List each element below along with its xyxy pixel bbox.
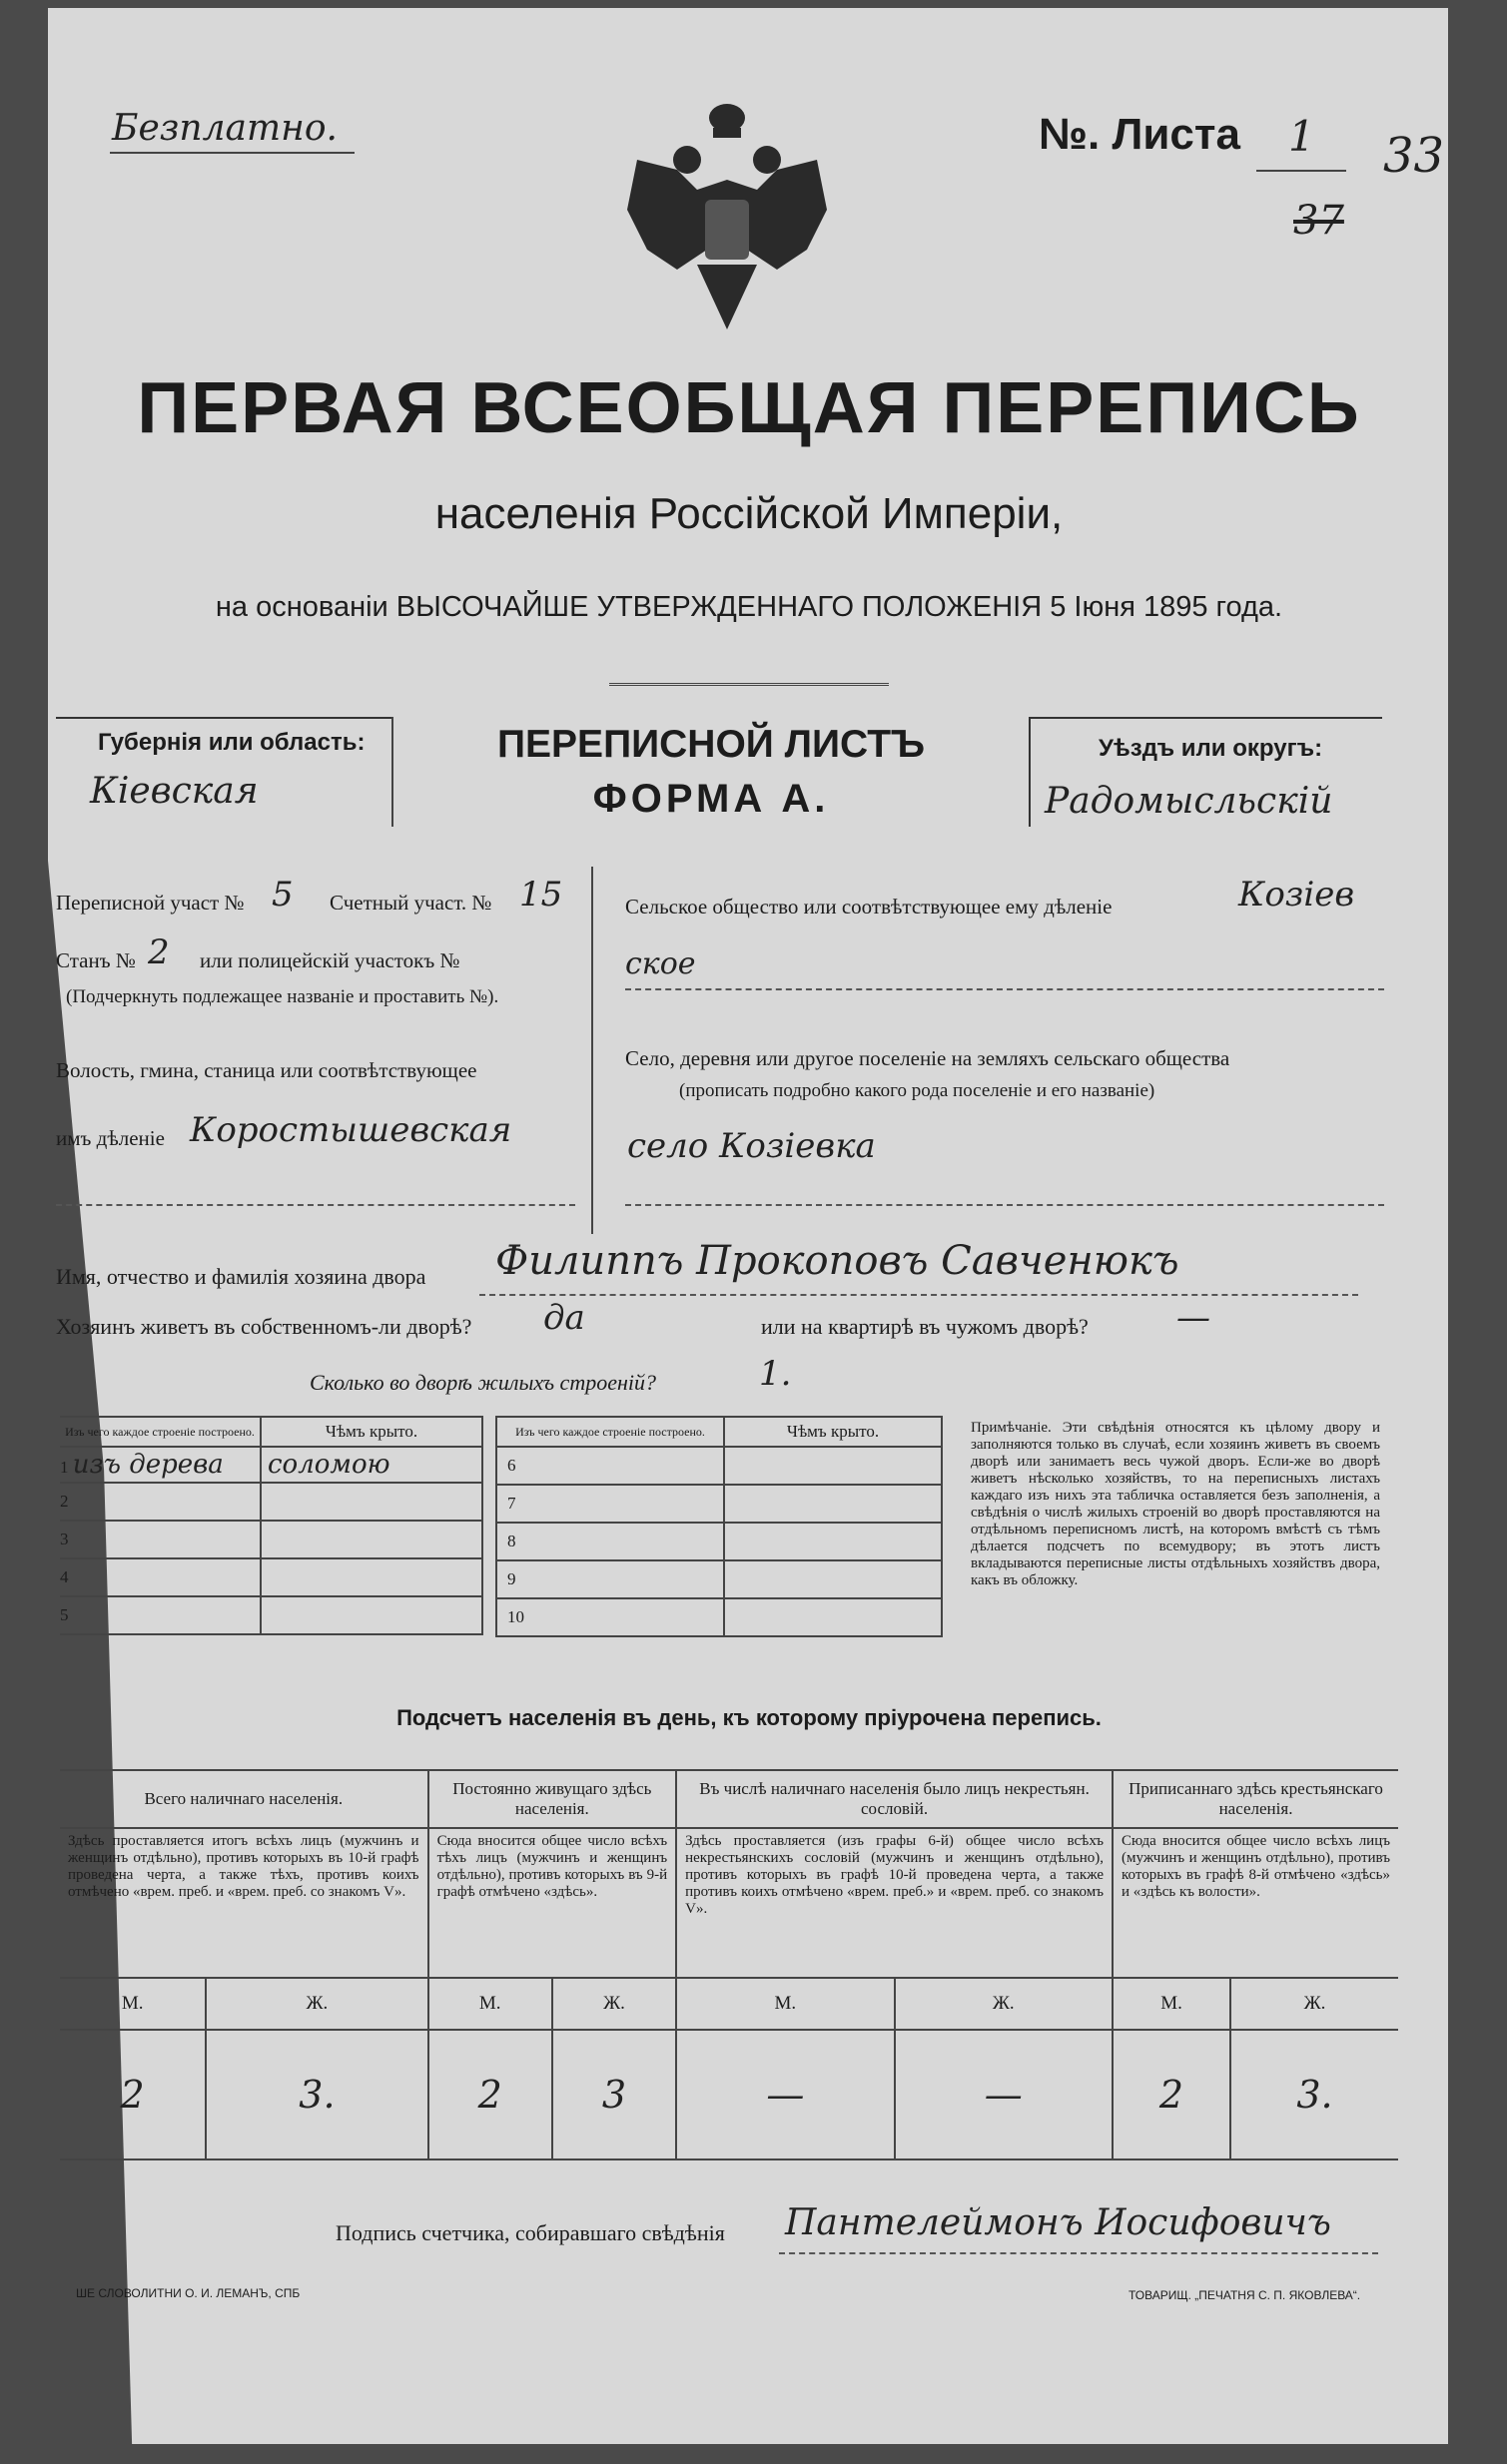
col-material-head-2: Изъ чего каждое строеніе построено. (496, 1417, 724, 1447)
society-label: Сельское общество или соотвѣтствующее ему дѣленіе (625, 895, 1113, 919)
f-label: Ж. (206, 1978, 427, 2030)
stan-value: 2 (148, 932, 170, 972)
pop-col4-f: 3. (1230, 2030, 1398, 2159)
col-roof-head-2: Чѣмъ крыто. (724, 1417, 942, 1447)
pop-col4-m: 2 (1113, 2030, 1230, 2159)
buildings-table-right (495, 1416, 943, 1637)
m-label: М. (676, 1978, 894, 2030)
buildings-label: Сколько во дворѣ жилыхъ строеній? (310, 1370, 656, 1395)
stan-label: Станъ № (56, 948, 136, 972)
free-label: Безплатно. (112, 108, 338, 149)
row-number: 3 (60, 1521, 261, 1558)
table-row (60, 1447, 482, 1483)
row-number: 8 (496, 1523, 724, 1560)
page-subtitle: населенія Россійской Имперіи, (434, 489, 1064, 538)
sheet-number-value: 1 (1288, 112, 1315, 161)
pop-col1-desc: Здѣсь проставляется итогъ всѣхъ лицъ (мужчинъ и женщинъ отдѣльно), противъ которыхъ въ 10-й графѣ проведена черта, а также тѣхъ, противъ коихъ отмѣчено «врем. преб. и «врем. преб. со знакомъ V». (60, 1828, 428, 1978)
population-title: Подсчетъ населенія въ день, къ которому пріурочена перепись. (396, 1705, 1102, 1730)
census-district-label: Переписной участ № (56, 891, 245, 915)
gubernia-label: Губернія или область: (98, 729, 366, 756)
stan-tail: или полицейскій участокъ № (200, 948, 460, 972)
pop-col1-m: 2 (60, 2030, 206, 2159)
table-row (496, 1598, 942, 1636)
m-label: М. (1113, 1978, 1230, 2030)
own-yard-label: Хозяинъ живетъ въ собственномъ-ли дворѣ? (56, 1314, 472, 1339)
row-number: 1 (60, 1458, 69, 1477)
col-material-head: Изъ чего каждое строеніе построено. (60, 1417, 261, 1447)
population-table (60, 1769, 1398, 2160)
rented-value: — (1176, 1298, 1210, 1338)
volost-value: Коростышевская (190, 1110, 512, 1150)
buildings-table-left (60, 1416, 483, 1635)
volost-label2: имъ дѣленіе (56, 1126, 165, 1150)
signature-underline (779, 2252, 1378, 2254)
pop-col2-m: 2 (428, 2030, 552, 2159)
signature-value: Пантелеймонъ Иосифовичъ (785, 2202, 1331, 2243)
owner-label: Имя, отчество и фамилія хозяина двора (56, 1264, 426, 1289)
rented-label: или на квартирѣ въ чужомъ дворѣ? (761, 1314, 1089, 1339)
row-number: 10 (496, 1598, 724, 1636)
sheet-number-right: 33 (1383, 128, 1445, 184)
society-underline (625, 988, 1384, 990)
pop-col4-head: Приписаннаго здѣсь крестьянскаго населенія. (1113, 1770, 1398, 1828)
row-material: изъ дерева (72, 1450, 224, 1480)
row-number: 2 (60, 1483, 261, 1521)
form-title: ПЕРЕПИСНОЙ ЛИСТЪ (497, 723, 925, 766)
village-value: село Козіевка (627, 1126, 876, 1166)
census-district-value: 5 (272, 875, 294, 915)
counting-district-label: Счетный участ. № (330, 891, 492, 915)
table-row (60, 1596, 482, 1634)
sheet-number-label: №. Листа (1039, 110, 1240, 159)
coat-of-arms-icon (617, 100, 837, 339)
counting-district-value: 15 (519, 875, 563, 915)
stan-hint: (Подчеркнуть подлежащее названіе и проставить №). (66, 986, 499, 1007)
row-roof: соломою (261, 1447, 482, 1483)
f-label: Ж. (1230, 1978, 1398, 2030)
pop-col2-f: 3 (552, 2030, 676, 2159)
page-basis: на основаніи ВЫСОЧАЙШЕ УТВЕРЖДЕННАГО ПОЛОЖЕНІЯ 5 Іюня 1895 года. (215, 591, 1283, 623)
col-roof-head: Чѣмъ крыто. (261, 1417, 482, 1447)
buildings-value: 1. (759, 1354, 792, 1394)
table-row (60, 1521, 482, 1558)
society-value: Козіев (1238, 875, 1355, 915)
pop-col3-desc: Здѣсь проставляется (изъ графы 6-й) общее число всѣхъ некрестьянскихъ сословій (мужчинъ и женщинъ отдѣльно), противъ которыхъ въ графѣ 10-й проведена черта, а также противъ коихъ отмѣчено «врем. преб.» и «врем. преб. со знакомъ V». (676, 1828, 1113, 1978)
volost-underline (56, 1204, 575, 1206)
printer-right: ТОВАРИЩ. „ПЕЧАТНЯ С. П. ЯКОВЛЕВА“. (1129, 2288, 1361, 2302)
owner-value: Филиппъ Прокоповъ Савченюкъ (495, 1238, 1179, 1284)
sheet-number-underline (1256, 170, 1346, 172)
row-number: 4 (60, 1558, 261, 1596)
row-number: 7 (496, 1485, 724, 1523)
pop-col4-desc: Сюда вносится общее число всѣхъ лицъ (мужчинъ и женщинъ отдѣльно), противъ которыхъ въ графѣ 8-й отмѣчено «здѣсь» и «здѣсь къ волости». (1113, 1828, 1398, 1978)
pop-col3-m: — (676, 2030, 894, 2159)
pop-col1-head: Всего наличнаго населенія. (60, 1770, 428, 1828)
form-subtitle: ФОРМА А. (592, 777, 830, 821)
pop-col3-head: Въ числѣ наличнаго населенія было лицъ некрестьян. сословій. (676, 1770, 1113, 1828)
village-label: Село, деревня или другое поселеніе на земляхъ сельскаго общества (625, 1046, 1230, 1070)
sheet-number-crossed: 37 (1293, 198, 1344, 244)
table-row (60, 1558, 482, 1596)
table-row (496, 1560, 942, 1598)
m-label: М. (60, 1978, 206, 2030)
row-number: 5 (60, 1596, 261, 1634)
f-label: Ж. (552, 1978, 676, 2030)
signature-label: Подпись счетчика, собиравшаго свѣдѣнія (336, 2220, 725, 2245)
own-yard-value: да (543, 1298, 585, 1338)
printer-left: ШЕ СЛОВОЛИТНИ О. И. ЛЕМАНЪ, СПБ (76, 2286, 301, 2300)
page-title: ПЕРВАЯ ВСЕОБЩАЯ ПЕРЕПИСЬ (137, 368, 1361, 448)
ornament-divider (609, 683, 889, 686)
pop-col3-f: — (895, 2030, 1113, 2159)
volost-label: Волость, гмина, станица или соотвѣтствующее (56, 1058, 477, 1082)
village-hint: (прописать подробно какого рода поселеніе и его названіе) (679, 1080, 1155, 1101)
uezd-label: Уѣздъ или округъ: (1099, 735, 1323, 762)
table-row (496, 1523, 942, 1560)
field-column-divider (591, 867, 593, 1234)
f-label: Ж. (895, 1978, 1113, 2030)
m-label: М. (428, 1978, 552, 2030)
village-underline (625, 1204, 1384, 1206)
gubernia-value: Кіевская (90, 771, 259, 812)
owner-underline (479, 1294, 1358, 1296)
table-row (60, 1483, 482, 1521)
table-row (496, 1447, 942, 1485)
free-underline (110, 152, 355, 154)
pop-col1-f: 3. (206, 2030, 427, 2159)
society-value2: ское (625, 946, 696, 981)
pop-col2-desc: Сюда вносится общее число всѣхъ тѣхъ лицъ (мужчинъ и женщинъ отдѣльно), противъ которыхъ въ 9-й графѣ отмѣчено «здѣсь». (428, 1828, 677, 1978)
pop-col2-head: Постоянно живущаго здѣсь населенія. (428, 1770, 677, 1828)
row-number: 9 (496, 1560, 724, 1598)
buildings-note: Примѣчаніе. Эти свѣдѣнія относятся къ цѣлому двору и заполняются только въ случаѣ, если хозяинъ живетъ въ своемъ дворѣ или занимаетъ весь чужой дворъ. Если-же во дворѣ живетъ нѣсколько хозяйствъ, то на переписныхъ листахъ каждаго изъ нихъ эта табличка оставляется безъ заполненія, а свѣдѣнія о числѣ жилыхъ строеній во дворѣ проставляются на отдѣльномъ переписномъ листѣ, на которомъ вмѣстѣ съ тѣмъ дѣлается подсчетъ по всемудвору; въ этотъ листъ вкладываются переписные листы отдѣльныхъ хозяйствъ двора, какъ въ обложку. (971, 1420, 1380, 1588)
row-number: 6 (496, 1447, 724, 1485)
table-row (496, 1485, 942, 1523)
uezd-value: Радомысльскій (1045, 781, 1333, 822)
